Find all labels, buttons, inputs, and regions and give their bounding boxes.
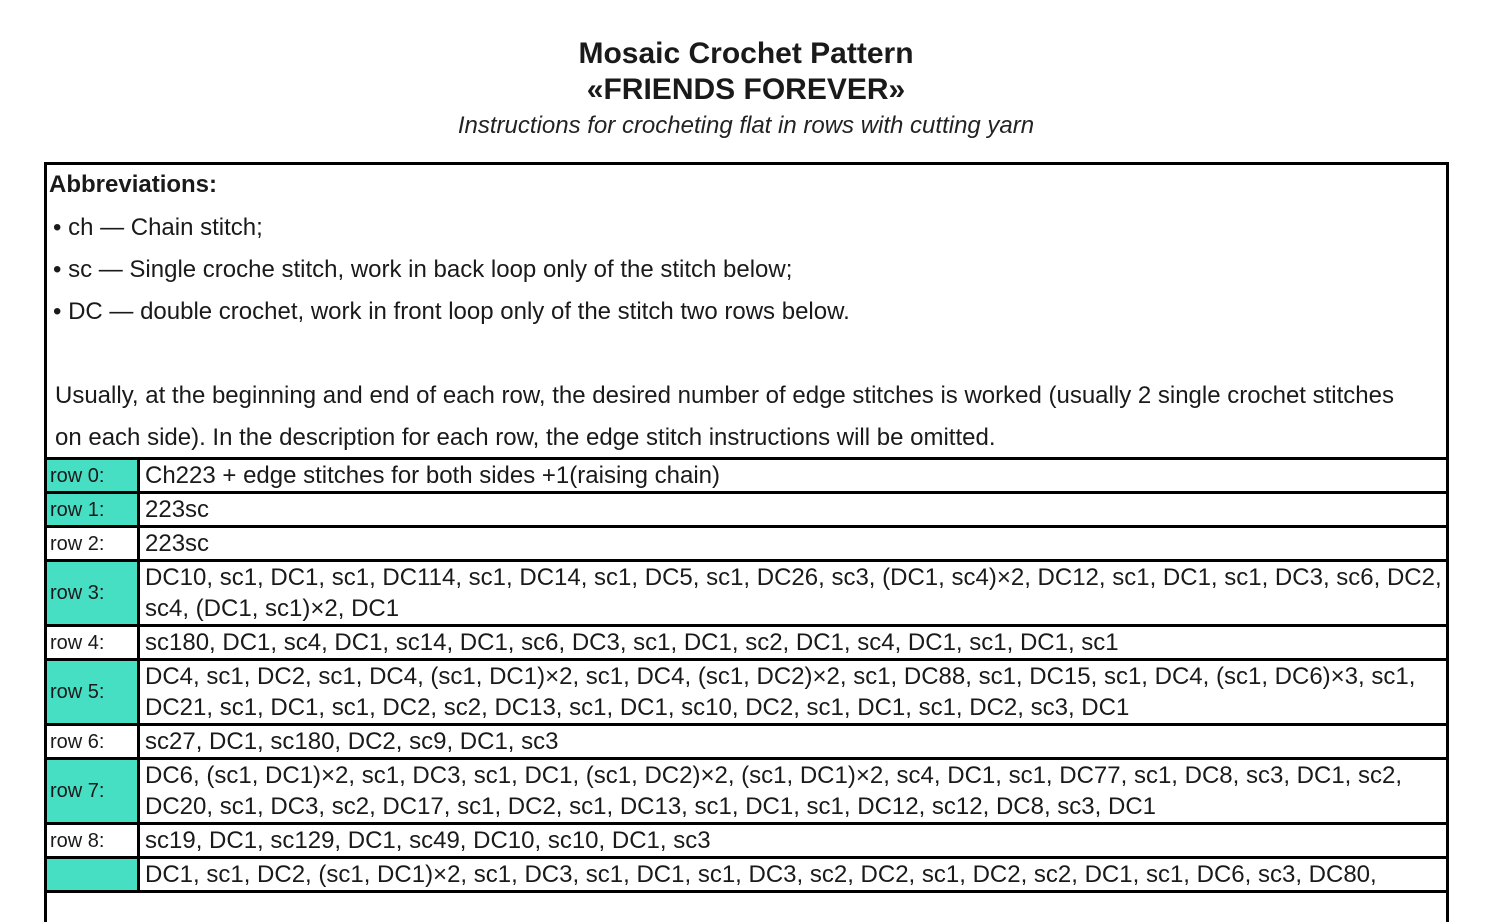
row-label: row 3:: [46, 561, 139, 626]
pattern-row: [46, 459, 1448, 493]
edge-stitch-note: Usually, at the beginning and end of each row, the desired number of edge stitches is worked (usually 2 single crochet stitches on each side). In the description for each row, the edge stitch instructions will be omitted.: [55, 382, 1394, 451]
pattern-row: [46, 725, 1448, 759]
pattern-row: [46, 759, 1448, 824]
row-label: row 4:: [46, 626, 139, 660]
row-instructions: Ch223 + edge stitches for both sides +1(raising chain): [139, 459, 1448, 493]
row-instructions: DC1, sc1, DC2, (sc1, DC1)×2, sc1, DC3, sc1, DC1, sc1, DC3, sc2, DC2, sc1, DC2, sc2, DC1, sc1, DC6, sc3, DC80,: [139, 858, 1448, 892]
pattern-title: Mosaic Crochet Pattern: [578, 37, 914, 70]
rows-table: [44, 457, 1449, 893]
pattern-row: [46, 527, 1448, 561]
pattern-row: [46, 858, 1448, 892]
pattern-name: «FRIENDS FOREVER»: [586, 73, 906, 106]
abbreviation-item: • sc — Single croche stitch, work in back loop only of the stitch below;: [53, 256, 793, 283]
row-label: row 7:: [46, 759, 139, 824]
abbreviations-section: [47, 165, 1446, 459]
row-label: row 2:: [46, 527, 139, 561]
row-instructions: DC10, sc1, DC1, sc1, DC114, sc1, DC14, sc1, DC5, sc1, DC26, sc3, (DC1, sc4)×2, DC12, sc1, DC1, sc1, DC3, sc6, DC2, sc4, (DC1, sc1)×2, DC1: [139, 561, 1448, 626]
pattern-row: [46, 626, 1448, 660]
row-instructions: 223sc: [139, 527, 1448, 561]
spacer: [49, 333, 1446, 375]
row-label: row 1:: [46, 493, 139, 527]
row-instructions: sc19, DC1, sc129, DC1, sc49, DC10, sc10, DC1, sc3: [139, 824, 1448, 858]
row-instructions: DC6, (sc1, DC1)×2, sc1, DC3, sc1, DC1, (sc1, DC2)×2, (sc1, DC1)×2, sc4, DC1, sc1, DC77, sc1, DC8, sc3, DC1, sc2, DC20, sc1, DC3, sc2, DC17, sc1, DC2, sc1, DC13, sc1, DC1, sc1, DC12, sc12, DC8, sc3, DC1: [139, 759, 1448, 824]
row-instructions: sc180, DC1, sc4, DC1, sc14, DC1, sc6, DC3, sc1, DC1, sc2, DC1, sc4, DC1, sc1, DC1, sc1: [139, 626, 1448, 660]
document-header: [0, 36, 1492, 144]
row-label: row 0:: [46, 459, 139, 493]
abbreviations-title: Abbreviations:: [49, 171, 218, 198]
pattern-instructions: Instructions for crocheting flat in rows with cutting yarn: [457, 112, 1035, 139]
row-instructions: DC4, sc1, DC2, sc1, DC4, (sc1, DC1)×2, sc1, DC4, (sc1, DC2)×2, sc1, DC88, sc1, DC15, sc1, DC4, (sc1, DC6)×3, sc1, DC21, sc1, DC1, sc1, DC2, sc2, DC13, sc1, DC1, sc10, DC2, sc1, DC1, sc1, DC2, sc3, DC1: [139, 660, 1448, 725]
row-instructions: 223sc: [139, 493, 1448, 527]
row-label: row 8:: [46, 824, 139, 858]
abbreviation-item: • DC — double crochet, work in front loop only of the stitch two rows below.: [53, 298, 850, 325]
row-label: row 6:: [46, 725, 139, 759]
pattern-row: [46, 493, 1448, 527]
pattern-row: [46, 561, 1448, 626]
row-instructions: sc27, DC1, sc180, DC2, sc9, DC1, sc3: [139, 725, 1448, 759]
pattern-row: [46, 824, 1448, 858]
pattern-box: [44, 162, 1449, 922]
row-label: row 5:: [46, 660, 139, 725]
abbreviation-item: • ch — Chain stitch;: [53, 214, 263, 241]
pattern-row: [46, 660, 1448, 725]
row-label: [46, 858, 139, 892]
